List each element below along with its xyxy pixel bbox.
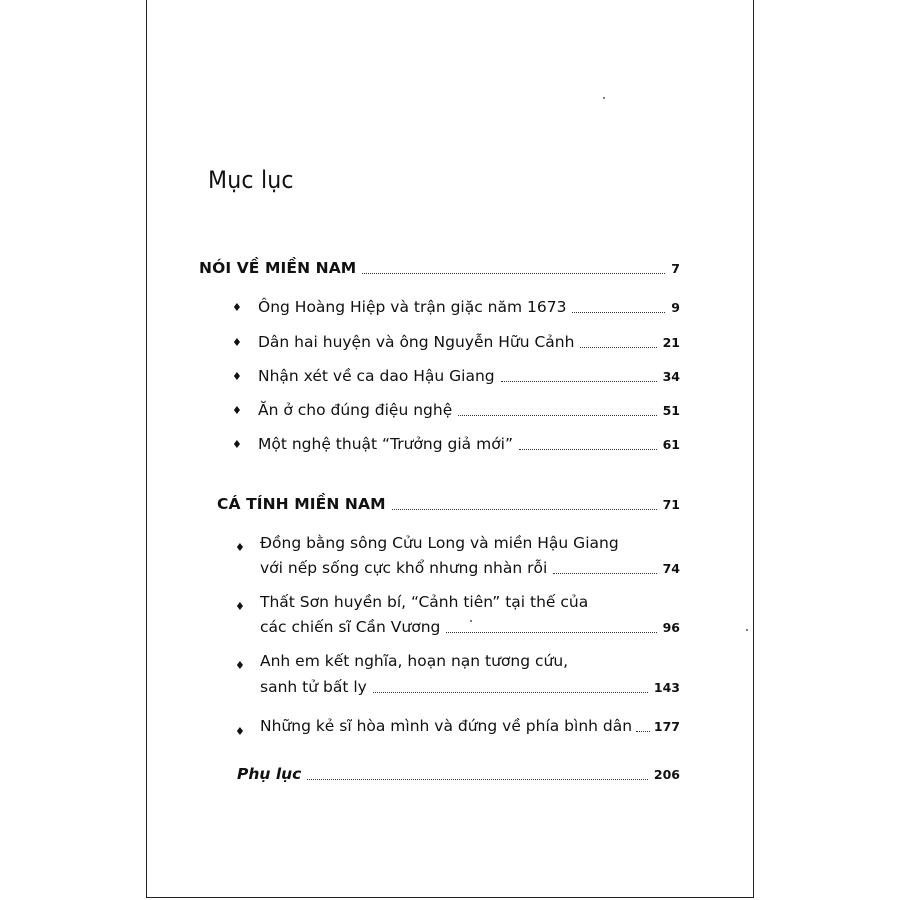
dot-leader [501, 380, 657, 382]
diamond-bullet-icon: ♦ [235, 659, 245, 672]
toc-entry[interactable] [258, 400, 680, 421]
dot-leader [307, 778, 648, 780]
entry-title-line: Đồng bằng sông Cửu Long và miền Hậu Giang [260, 534, 619, 552]
section-title: CÁ TÍNH MIỀN NAM [217, 495, 386, 513]
dot-leader [392, 508, 657, 510]
diamond-bullet-icon: ♦ [232, 404, 242, 417]
scan-speck [746, 629, 748, 631]
page-number: 7 [671, 261, 680, 276]
dot-leader [446, 631, 656, 633]
diamond-bullet-icon: ♦ [232, 438, 242, 451]
dot-leader [373, 691, 648, 693]
toc-section-2[interactable] [217, 494, 680, 515]
appendix-title: Phụ lục [237, 765, 302, 783]
page-number: 61 [662, 437, 680, 452]
entry-title: Ông Hoàng Hiệp và trận giặc năm 1673 [258, 298, 567, 316]
page-number: 177 [653, 719, 680, 734]
dot-leader [572, 311, 665, 313]
page-number: 51 [662, 403, 680, 418]
dot-leader [458, 414, 656, 416]
entry-title: Dân hai huyện và ông Nguyễn Hữu Cảnh [258, 333, 575, 351]
diamond-bullet-icon: ♦ [232, 370, 242, 383]
section-title: NÓI VỀ MIỀN NAM [199, 259, 357, 277]
page-number: 21 [662, 335, 680, 350]
page-number: 71 [662, 497, 680, 512]
page-number: 143 [653, 680, 680, 695]
entry-title: Nhận xét về ca dao Hậu Giang [258, 367, 495, 385]
page-number: 96 [662, 620, 680, 635]
toc-entry[interactable] [258, 366, 680, 387]
diamond-bullet-icon: ♦ [235, 725, 245, 738]
dot-leader [553, 572, 656, 574]
toc-title: Mục lục [208, 166, 294, 194]
entry-title-line: Thất Sơn huyền bí, “Cảnh tiên” tại thế của [260, 593, 589, 611]
dot-leader [580, 346, 656, 348]
entry-title: với nếp sống cực khổ nhưng nhàn rỗi [260, 559, 548, 577]
entry-title: các chiến sĩ Cần Vương [260, 618, 441, 636]
dot-leader [636, 730, 650, 732]
page-number: 206 [653, 767, 680, 782]
page-number: 34 [662, 369, 680, 384]
entry-title: Một nghệ thuật “Trưởng giả mới” [258, 435, 514, 453]
toc-entry[interactable] [260, 558, 680, 579]
toc-entry[interactable] [260, 716, 680, 737]
toc-entry[interactable] [258, 434, 680, 455]
dot-leader [362, 272, 665, 274]
toc-entry[interactable] [260, 677, 680, 698]
diamond-bullet-icon: ♦ [235, 541, 245, 554]
toc-appendix[interactable] [237, 764, 680, 785]
diamond-bullet-icon: ♦ [232, 301, 242, 314]
entry-title: sanh tử bất ly [260, 678, 367, 696]
diamond-bullet-icon: ♦ [232, 336, 242, 349]
dot-leader [519, 448, 657, 450]
diamond-bullet-icon: ♦ [235, 600, 245, 613]
entry-title: Ăn ở cho đúng điệu nghệ [258, 401, 453, 419]
scan-speck [603, 97, 605, 99]
entry-title-line: Anh em kết nghĩa, hoạn nạn tương cứu, [260, 652, 569, 670]
entry-title: Những kẻ sĩ hòa mình và đứng về phía bình dân [260, 717, 633, 735]
toc-entry[interactable] [258, 297, 680, 318]
toc-section-1[interactable] [199, 258, 680, 279]
scan-speck [470, 620, 472, 622]
page-number: 9 [671, 300, 680, 315]
page-number: 74 [662, 561, 680, 576]
toc-entry[interactable] [258, 332, 680, 353]
